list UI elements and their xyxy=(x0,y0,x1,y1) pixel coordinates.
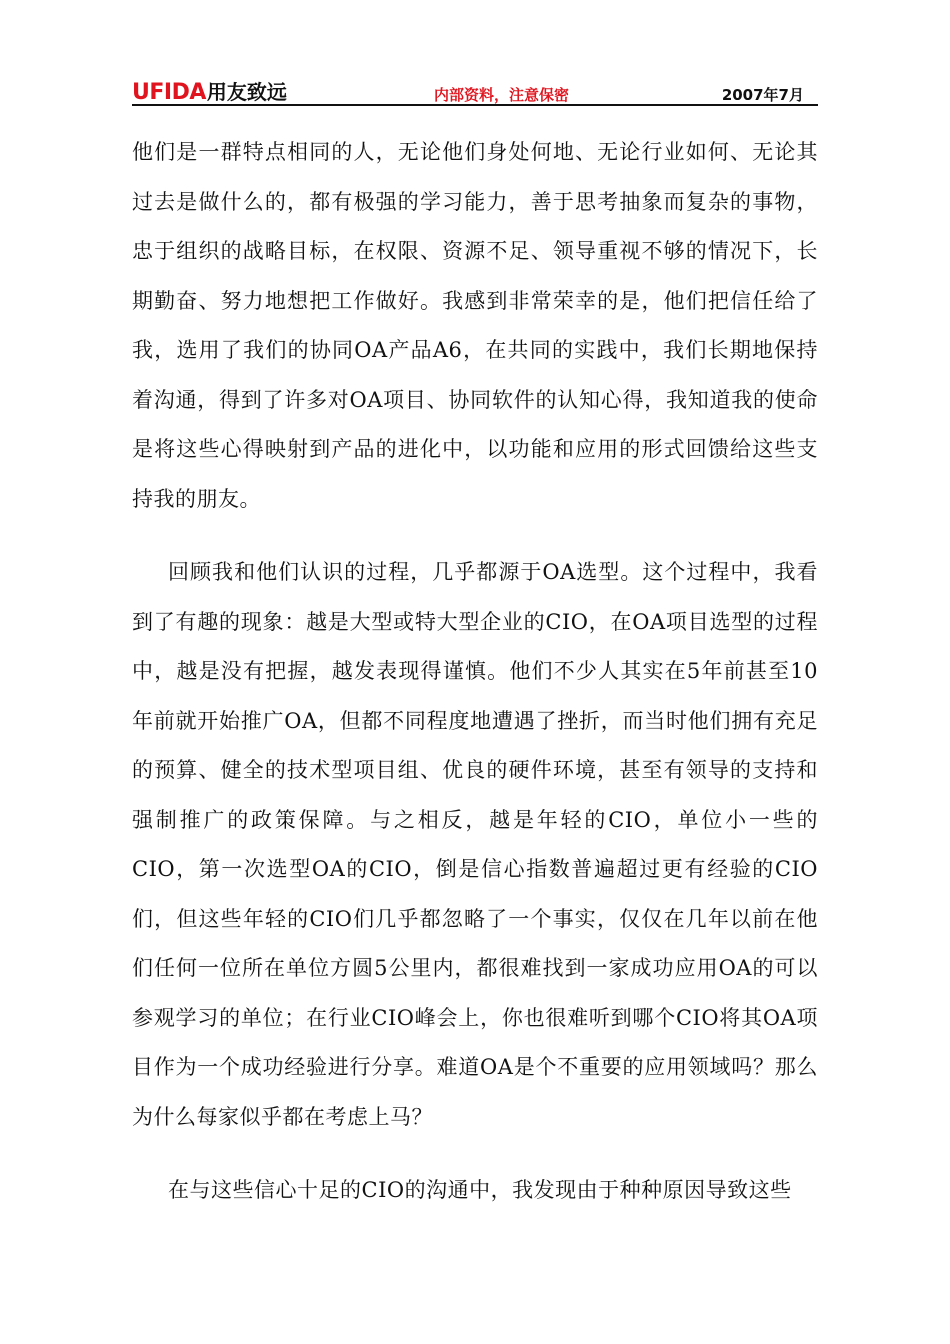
paragraph-3: 在与这些信心十足的CIO的沟通中，我发现由于种种原因导致这些 xyxy=(168,1178,792,1202)
page-header xyxy=(132,74,818,106)
paragraph-2: 回顾我和他们认识的过程，几乎都源于OA选型。这个过程中，我看到了有趣的现象：越是大型或特大型企业的CIO，在OA项目选型的过程中，越是没有把握，越发表现得谨慎。他们不少人其实在5年前甚至10年前就开始推广OA，但都不同程度地遭遇了挫折，而当时他们拥有充足的预算、健全的技术型项目组、优良的硬件环境，甚至有领导的支持和强制推广的政策保障。与之相反，越是年轻的CIO，单位小一些的CIO，第一次选型OA的CIO，倒是信心指数普遍超过更有经验的CIO们，但这些年轻的CIO们几乎都忽略了一个事实，仅仅在几年以前在他们任何一位所在单位方圆5公里内，都很难找到一家成功应用OA的可以参观学习的单位；在行业CIO峰会上，你也很难听到哪个CIO将其OA项目作为一个成功经验进行分享。难道OA是个不重要的应用领域吗？那么为什么每家似乎都在考虑上马？ xyxy=(132,560,818,1129)
paragraph-1: 他们是一群特点相同的人，无论他们身处何地、无论行业如何、无论其过去是做什么的，都有极强的学习能力，善于思考抽象而复杂的事物，忠于组织的战略目标，在权限、资源不足、领导重视不够的情况下，长期勤奋、努力地想把工作做好。我感到非常荣幸的是，他们把信任给了我，选用了我们的协同OA产品A6，在共同的实践中，我们长期地保持着沟通，得到了许多对OA项目、协同软件的认知心得，我知道我的使命是将这些心得映射到产品的进化中，以功能和应用的形式回馈给这些支持我的朋友。 xyxy=(132,140,818,511)
logo-chinese-name: 用友致远 xyxy=(206,80,287,104)
confidential-notice: 内部资料，注意保密 xyxy=(434,86,570,104)
document-body xyxy=(132,128,818,1216)
logo-brand: UFIDA xyxy=(132,80,206,105)
company-logo xyxy=(132,76,287,105)
header-date: 2007年7月 xyxy=(721,86,804,104)
